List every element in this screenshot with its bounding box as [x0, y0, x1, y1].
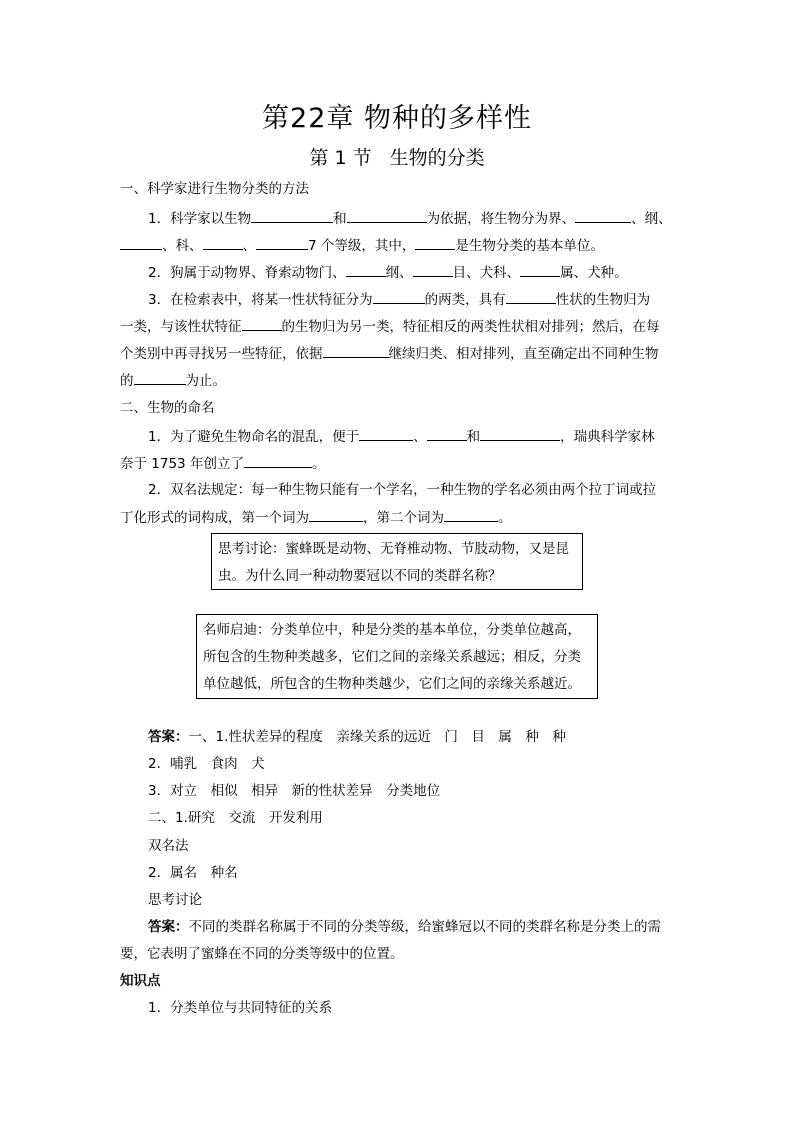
- blank: [203, 235, 243, 250]
- blank: [309, 507, 363, 522]
- s2-q2-line1: 2．双名法规定：每一种生物只能有一个学名，一种生物的学名必须由两个拉丁词或拉: [148, 482, 657, 498]
- chapter-title: 第22章 物种的多样性: [262, 103, 532, 134]
- s1-q1-line2: 、科、 、 7 个等级，其中， 是生物分类的基本单位。: [120, 235, 680, 256]
- blank: [256, 235, 308, 250]
- section-number: 第 1 节: [309, 147, 372, 169]
- s1-q2: 2．狗属于动物界、脊索动物门、 纲、 目、犬科、 属、犬种。: [148, 262, 708, 283]
- answer-line: 双名法: [148, 838, 189, 854]
- teacher-box-line: 所包含的生物种类越多，它们之间的亲缘关系越远；相反，分类: [203, 649, 581, 665]
- think-discussion-box: [211, 533, 583, 590]
- blank: [251, 208, 333, 223]
- answer-line: 答案：不同的类群名称属于不同的分类等级，给蜜蜂冠以不同的类群名称是分类上的需: [148, 919, 661, 935]
- blank: [120, 235, 162, 250]
- blank: [347, 208, 427, 223]
- section-name: 生物的分类: [389, 147, 485, 169]
- s2-q2-line2: 丁化形式的词构成，第一个词为 ，第二个词为 。: [120, 507, 680, 528]
- blank: [373, 289, 425, 304]
- s2-q1-line2: 奈于 1753 年创立了 。: [120, 453, 680, 474]
- think-box-line: 虫。为什么同一种动物要冠以不同的类群名称？: [218, 568, 502, 584]
- teacher-box-line: 名师启迪：分类单位中，种是分类的基本单位，分类单位越高，: [203, 622, 581, 638]
- blank: [359, 426, 413, 441]
- answer-line: 答案：一、1.性状差异的程度 亲缘关系的远近 门 目 属 种 种: [148, 729, 566, 745]
- blank: [244, 453, 312, 468]
- blank: [575, 208, 631, 223]
- blank: [415, 235, 455, 250]
- s2-q1-line1: 1．为了避免生物命名的混乱，便于 、 和 ，瑞典科学家林: [148, 426, 708, 447]
- knowledge-heading: 知识点: [120, 973, 161, 989]
- blank: [520, 262, 560, 277]
- teacher-hint-box: [196, 614, 598, 699]
- answer-line: 2．哺乳 食肉 犬: [148, 756, 265, 772]
- blank: [413, 262, 453, 277]
- section2-heading: 二、生物的命名: [120, 400, 215, 416]
- blank: [506, 289, 556, 304]
- answer-line: 要，它表明了蜜蜂在不同的分类等级中的位置。: [120, 946, 404, 962]
- answer-line: 2．属名 种名: [148, 865, 238, 881]
- blank: [444, 507, 498, 522]
- blank: [323, 343, 389, 358]
- answer-line: 思考讨论: [148, 892, 202, 908]
- s1-q3-line1: 3．在检索表中，将某一性状特征分为 的两类，具有 性状的生物归为: [148, 289, 708, 310]
- s1-q1-line1: 1．科学家以生物 和 为依据，将生物分为界、 、纲、: [148, 208, 708, 229]
- section1-heading: 一、科学家进行生物分类的方法: [120, 181, 309, 197]
- blank: [346, 262, 386, 277]
- blank: [242, 316, 282, 331]
- think-box-line: 思考讨论：蜜蜂既是动物、无脊椎动物、节肢动物，又是昆: [218, 541, 569, 557]
- blank: [427, 426, 467, 441]
- knowledge-item: 1．分类单位与共同特征的关系: [148, 1000, 333, 1016]
- answer-line: 二、1.研究 交流 开发利用: [148, 810, 323, 826]
- blank: [480, 426, 560, 441]
- answer-line: 3．对立 相似 相异 新的性状差异 分类地位: [148, 783, 441, 799]
- teacher-box-line: 单位越低，所包含的生物种类越少，它们之间的亲缘关系越近。: [203, 676, 581, 692]
- s1-q3-line3: 个类别中再寻找另一些特征，依据 继续归类、相对排列，直至确定出不同种生物: [120, 343, 680, 364]
- s1-q3-line2: 一类，与该性状特征 的生物归为另一类，特征相反的两类性状相对排列；然后，在每: [120, 316, 680, 337]
- blank: [134, 370, 186, 385]
- section-title: [0, 144, 794, 172]
- s1-q3-line4: 的 为止。: [120, 370, 680, 391]
